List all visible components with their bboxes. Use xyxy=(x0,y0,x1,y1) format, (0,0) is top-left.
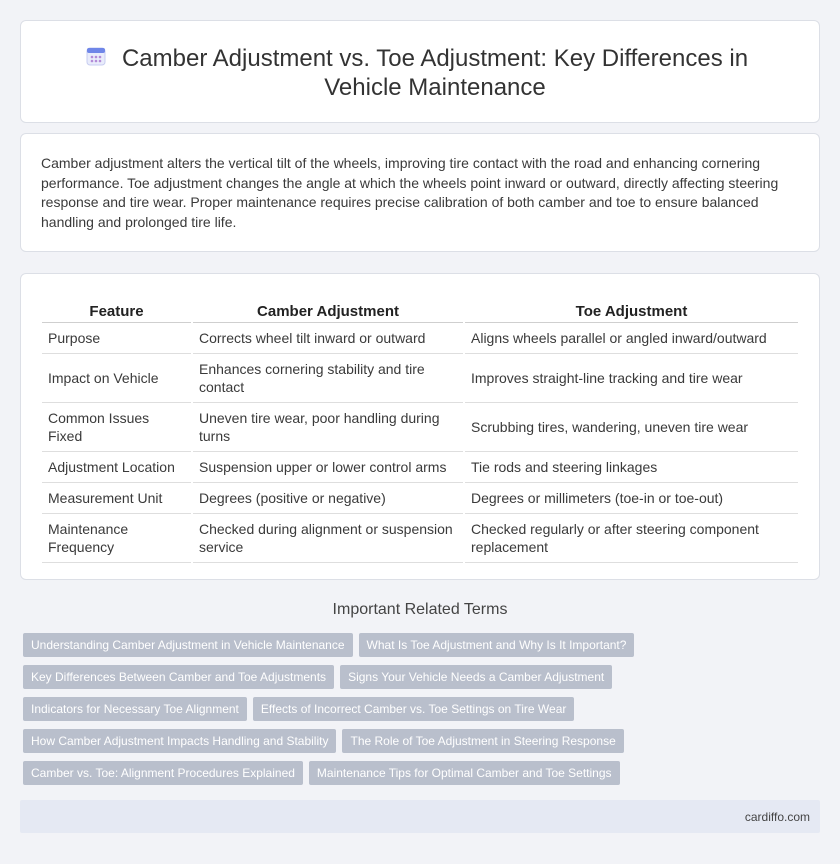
related-term-tag[interactable]: Indicators for Necessary Toe Alignment xyxy=(23,697,247,721)
camber-cell: Degrees (positive or negative) xyxy=(192,482,464,513)
table-row xyxy=(42,322,798,353)
table-row xyxy=(42,513,798,562)
camber-cell: Uneven tire wear, poor handling during turns xyxy=(192,402,464,451)
related-term-tag[interactable]: Camber vs. Toe: Alignment Procedures Explained xyxy=(23,761,303,785)
table-row xyxy=(42,451,798,482)
camber-cell: Enhances cornering stability and tire contact xyxy=(192,353,464,402)
comparison-table xyxy=(42,297,798,563)
related-term-tag[interactable]: How Camber Adjustment Impacts Handling and Stability xyxy=(23,729,336,753)
toe-cell: Aligns wheels parallel or angled inward/outward xyxy=(464,322,798,353)
table-row xyxy=(42,482,798,513)
toe-cell: Improves straight-line tracking and tire wear xyxy=(464,353,798,402)
feature-cell: Maintenance Frequency xyxy=(42,513,192,562)
feature-cell: Impact on Vehicle xyxy=(42,353,192,402)
feature-cell: Purpose xyxy=(42,322,192,353)
header-camber: Camber Adjustment xyxy=(192,297,464,322)
feature-cell: Adjustment Location xyxy=(42,451,192,482)
related-term-tag[interactable]: Maintenance Tips for Optimal Camber and Toe Settings xyxy=(309,761,620,785)
related-term-tag[interactable]: Signs Your Vehicle Needs a Camber Adjustment xyxy=(340,665,612,689)
feature-cell: Measurement Unit xyxy=(42,482,192,513)
related-term-tag[interactable]: The Role of Toe Adjustment in Steering Response xyxy=(342,729,623,753)
related-terms-heading: Important Related Terms xyxy=(332,601,508,618)
toe-cell: Scrubbing tires, wandering, uneven tire wear xyxy=(464,402,798,451)
page-title: Camber Adjustment vs. Toe Adjustment: Key Differences in Vehicle Maintenance xyxy=(121,45,749,101)
related-term-tag[interactable]: What Is Toe Adjustment and Why Is It Important? xyxy=(359,633,635,657)
related-terms-list xyxy=(23,633,823,793)
header-feature: Feature xyxy=(42,297,192,322)
table-row xyxy=(42,402,798,451)
related-term-tag[interactable]: Key Differences Between Camber and Toe Adjustments xyxy=(23,665,334,689)
toe-cell: Degrees or millimeters (toe-in or toe-out) xyxy=(464,482,798,513)
footer xyxy=(20,800,820,833)
header-toe: Toe Adjustment xyxy=(464,297,798,322)
comparison-card xyxy=(20,273,820,580)
footer-site-link[interactable]: cardiffo.com xyxy=(744,810,810,824)
camber-cell: Suspension upper or lower control arms xyxy=(192,451,464,482)
toe-cell: Checked regularly or after steering component replacement xyxy=(464,513,798,562)
camber-cell: Corrects wheel tilt inward or outward xyxy=(192,322,464,353)
table-header-row xyxy=(42,297,798,322)
toe-cell: Tie rods and steering linkages xyxy=(464,451,798,482)
title-card xyxy=(20,20,820,123)
related-term-tag[interactable]: Effects of Incorrect Camber vs. Toe Settings on Tire Wear xyxy=(253,697,574,721)
intro-paragraph: Camber adjustment alters the vertical tilt of the wheels, improving tire contact with the road and enhancing cornering performance. Toe adjustment changes the angle at which the wheels point inward or outward, directly affecting steering response and tire wear. Proper maintenance requires precise calibration of both camber and toe to ensure balanced handling and prolonged tire life. xyxy=(41,155,779,230)
table-row xyxy=(42,353,798,402)
camber-cell: Checked during alignment or suspension service xyxy=(192,513,464,562)
related-term-tag[interactable]: Understanding Camber Adjustment in Vehicle Maintenance xyxy=(23,633,353,657)
intro-card xyxy=(20,133,820,252)
feature-cell: Common Issues Fixed xyxy=(42,402,192,451)
